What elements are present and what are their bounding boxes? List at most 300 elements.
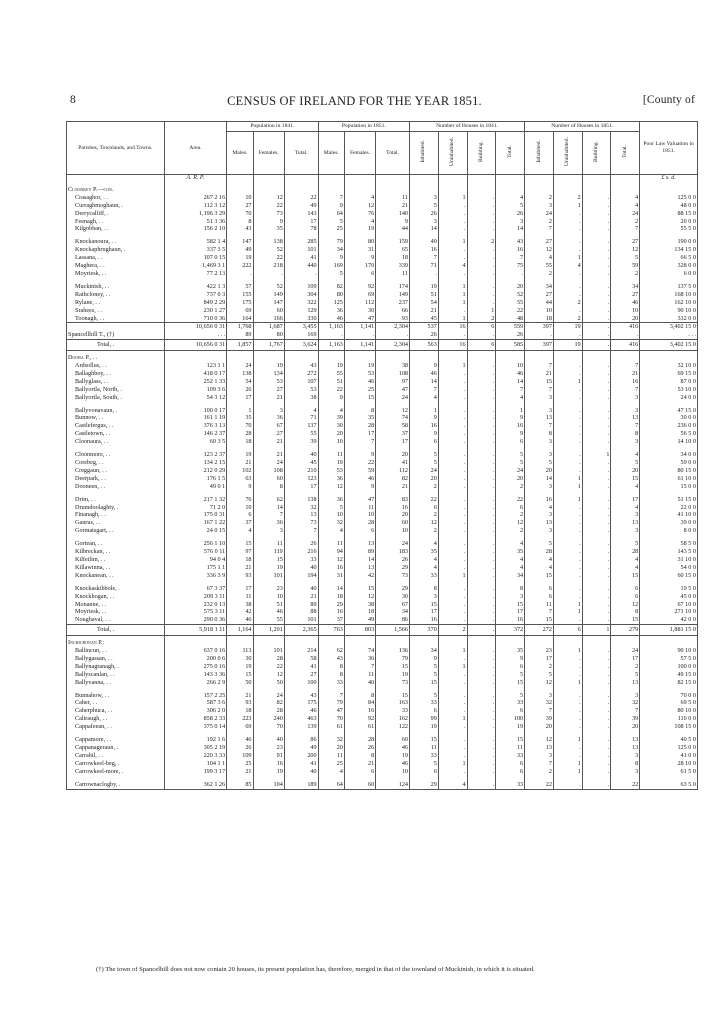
table-cell: 19 [227, 663, 253, 671]
row-label: Total, . [67, 340, 165, 351]
table-cell: . [553, 556, 582, 564]
table-cell: 17 [376, 438, 410, 446]
table-cell: 36 [318, 496, 344, 504]
table-cell: 7 [253, 511, 284, 519]
table-cell: 13 [611, 736, 640, 744]
table-cell: 73 [253, 210, 284, 218]
table-cell: 49 15 0 [640, 671, 698, 679]
table-cell: 24 [227, 362, 253, 370]
table-cell: 20 [525, 467, 554, 475]
table-cell: 33 [318, 679, 344, 687]
table-cell: . [467, 467, 496, 475]
table-cell: 40 [284, 451, 318, 459]
table-cell: 35 [496, 548, 525, 556]
table-cell: 2 [553, 194, 582, 202]
table-row [67, 585, 698, 593]
table-cell: . [582, 394, 611, 402]
table-cell: 9 [410, 414, 439, 422]
table-cell: . [467, 564, 496, 572]
table-cell: 7 [344, 663, 375, 671]
table-cell: . [467, 483, 496, 491]
table-cell: . [582, 270, 611, 278]
table-cell: 137 [284, 422, 318, 430]
table-row [67, 723, 698, 731]
table-cell: 858 2 33 [164, 715, 227, 723]
table-cell: 34 0 0 [640, 451, 698, 459]
table-cell: 175 1 1 [164, 564, 227, 572]
table-cell: 7 [410, 386, 439, 394]
table-cell: 1 [553, 254, 582, 262]
table-cell: 24 [611, 210, 640, 218]
table-row [67, 511, 698, 519]
table-cell: 9 [376, 218, 410, 226]
table-cell: . [582, 768, 611, 776]
table-cell: . [467, 475, 496, 483]
table-cell: 7 [611, 362, 640, 370]
table-cell: 35 [496, 647, 525, 655]
table-cell: 32 [525, 699, 554, 707]
table-cell: 69 [227, 723, 253, 731]
table-cell: 67 [253, 422, 284, 430]
table-cell: 58 5 0 [640, 540, 698, 548]
table-cell: 332 0 0 [640, 315, 698, 323]
table-cell: 15 [376, 663, 410, 671]
table-cell: 7 [525, 608, 554, 616]
table-cell: 1,687 [253, 323, 284, 331]
table-cell: 16 [438, 323, 467, 331]
table-cell: 17 [227, 585, 253, 593]
table-cell: 65 [376, 246, 410, 254]
table-cell: 13 [525, 414, 554, 422]
table-cell: 4 [284, 407, 318, 415]
table-cell: 13 [611, 414, 640, 422]
table-cell: 66 5 0 [640, 254, 698, 262]
table-cell: . [582, 202, 611, 210]
table-cell: 2 [525, 663, 554, 671]
col-area: Area. [164, 122, 227, 175]
table-cell: 463 [284, 715, 318, 723]
table-cell: 5 [611, 459, 640, 467]
table-cell: 70 [318, 715, 344, 723]
table-cell: . [553, 225, 582, 233]
total-row [67, 625, 698, 636]
table-cell: 3 [611, 407, 640, 415]
table-row [67, 475, 698, 483]
table-cell: 5 [318, 218, 344, 226]
table-cell: 112 [344, 299, 375, 307]
table-cell: 4 [344, 218, 375, 226]
table-cell: 20 [318, 744, 344, 752]
table-cell: 5 [611, 540, 640, 548]
table-cell: . [582, 483, 611, 491]
table-row [67, 362, 698, 370]
table-row [67, 760, 698, 768]
table-cell: 45 [284, 459, 318, 467]
table-cell: 54 3 12 [164, 394, 227, 402]
table-cell: . [582, 430, 611, 438]
table-cell: 108 [253, 467, 284, 475]
row-label: Caher, . . [67, 699, 165, 707]
table-cell: 69 15 0 [640, 370, 698, 378]
table-cell: . [553, 540, 582, 548]
table-cell: . [553, 291, 582, 299]
table-cell: 80 [344, 238, 375, 246]
table-cell: . [284, 270, 318, 278]
table-cell: 16 [611, 378, 640, 386]
table-cell: . [582, 504, 611, 512]
table-cell: 137 5 0 [640, 283, 698, 291]
table-cell: 2 [525, 194, 554, 202]
table-cell: 4 [438, 781, 467, 789]
table-cell: . [553, 655, 582, 663]
row-label: Cloonmore, . . [67, 451, 165, 459]
table-cell: 21 [253, 438, 284, 446]
table-cell: 30 0 0 [640, 414, 698, 422]
table-cell: 30 [318, 422, 344, 430]
table-cell: . [582, 692, 611, 700]
table-cell: 12 [253, 194, 284, 202]
table-cell: 78 [284, 225, 318, 233]
table-cell: 101 [284, 616, 318, 624]
table-cell: 56 5 0 [640, 430, 698, 438]
table-cell: 13 [611, 679, 640, 687]
table-cell: 67 3 37 [164, 585, 227, 593]
table-cell: . [582, 781, 611, 789]
table-cell: 3 [525, 692, 554, 700]
table-cell: 67 [376, 601, 410, 609]
table-cell: 4 [611, 202, 640, 210]
table-cell: 183 [376, 548, 410, 556]
unit-pence: d. [671, 175, 676, 181]
table-cell: 2 [496, 483, 525, 491]
table-cell: 1 [438, 194, 467, 202]
table-cell: 24 0 0 [640, 394, 698, 402]
row-label: Rylane, . . [67, 299, 165, 307]
table-cell: 55 [253, 616, 284, 624]
row-label: Carrownaclogby, . [67, 781, 165, 789]
table-cell: 849 2 29 [164, 299, 227, 307]
table-cell: 1 [553, 601, 582, 609]
table-cell: 27 [611, 291, 640, 299]
table-cell: 61 [318, 723, 344, 731]
col-building-1851: Building. [582, 132, 611, 175]
table-cell: 16 [438, 340, 467, 351]
table-cell: 7 [611, 422, 640, 430]
table-cell: 76 [227, 496, 253, 504]
table-cell: . [467, 540, 496, 548]
table-cell: . [553, 210, 582, 218]
table-cell: 11 [318, 451, 344, 459]
table-cell: . [553, 270, 582, 278]
table-cell: 19 [253, 362, 284, 370]
table-cell: . [467, 781, 496, 789]
table-cell: 7 [611, 386, 640, 394]
table-cell: 60 3 5 [164, 438, 227, 446]
table-row [67, 572, 698, 580]
table-row [67, 601, 698, 609]
table-cell: 15 [611, 475, 640, 483]
table-cell: 84 [344, 699, 375, 707]
table-cell: 306 2 0 [164, 707, 227, 715]
table-cell: 21 [410, 307, 439, 315]
table-cell: 16 [410, 422, 439, 430]
col-houses1851: Number of Houses in 1851. [525, 122, 640, 132]
table-cell: . [438, 519, 467, 527]
table-cell: . [553, 362, 582, 370]
table-cell: . [582, 616, 611, 624]
table-cell: 41 0 0 [640, 752, 698, 760]
table-cell: 9 [410, 430, 439, 438]
table-cell: 112 3 12 [164, 202, 227, 210]
table-cell: 16 [318, 564, 344, 572]
table-cell: 60 [253, 307, 284, 315]
table-cell: . [582, 262, 611, 270]
table-cell: 74 [344, 647, 375, 655]
table-cell: 272 [525, 625, 554, 636]
table-cell: 3 [496, 593, 525, 601]
table-cell: . [438, 467, 467, 475]
table-cell: 23 [253, 744, 284, 752]
table-cell: 8 [318, 671, 344, 679]
table-cell: . [582, 655, 611, 663]
table-cell: 94 [318, 548, 344, 556]
table-cell: 14 10 0 [640, 438, 698, 446]
table-cell: 192 1 6 [164, 736, 227, 744]
table-cell: 59 [344, 467, 375, 475]
table-cell: 71 [410, 262, 439, 270]
table-cell: 6 [611, 585, 640, 593]
row-label: Cappamore, . . [67, 736, 165, 744]
table-cell: 3 [525, 407, 554, 415]
county-heading: [County of [642, 94, 695, 106]
table-cell: 38 [227, 601, 253, 609]
table-cell: . [553, 781, 582, 789]
table-cell: . [438, 414, 467, 422]
table-cell: 1 [438, 283, 467, 291]
table-cell: . [438, 752, 467, 760]
table-cell: 53 [318, 467, 344, 475]
table-cell: 79 [376, 655, 410, 663]
table-cell: 28 [344, 422, 375, 430]
table-cell: 22 [253, 254, 284, 262]
table-cell: 15 [227, 540, 253, 548]
table-cell: 55 [496, 299, 525, 307]
table-cell: 12 [318, 483, 344, 491]
table-cell: 30 [344, 307, 375, 315]
table-cell: 29 [376, 585, 410, 593]
table-cell: 31 10 0 [640, 556, 698, 564]
table-cell: 92 [344, 715, 375, 723]
table-cell: 138 [253, 238, 284, 246]
table-cell: 49 [284, 202, 318, 210]
row-label: Carrowkeel-more, . [67, 768, 165, 776]
row-label: Monanne, . . [67, 601, 165, 609]
table-cell: 362 1 26 [164, 781, 227, 789]
table-cell: 5 [496, 692, 525, 700]
table-cell: 35 [253, 225, 284, 233]
table-cell: 43 [227, 225, 253, 233]
table-cell: 87 0 0 [640, 378, 698, 386]
table-cell: 43 [284, 362, 318, 370]
table-cell: 34 [496, 572, 525, 580]
table-cell: . [553, 451, 582, 459]
table-cell: 59 [611, 262, 640, 270]
table-cell: 21 [376, 483, 410, 491]
table-cell: 146 2 37 [164, 430, 227, 438]
table-row [67, 430, 698, 438]
table-cell: 46 [227, 616, 253, 624]
table-cell: 21 [611, 370, 640, 378]
table-cell: . [553, 238, 582, 246]
table-cell: . [553, 572, 582, 580]
table-cell: . [467, 459, 496, 467]
table-cell: 3 [611, 752, 640, 760]
table-cell: 15 [611, 572, 640, 580]
table-cell: 2 [553, 299, 582, 307]
table-cell: 190 0 0 [640, 238, 698, 246]
table-cell: 15 [525, 572, 554, 580]
table-cell: 79 [318, 699, 344, 707]
table-cell: 9 [496, 655, 525, 663]
table-cell: 97 [376, 378, 410, 386]
table-cell: . [438, 202, 467, 210]
table-cell: 16 [496, 246, 525, 254]
table-cell: 11 [525, 601, 554, 609]
table-cell: 1 [438, 572, 467, 580]
table-cell: 28 [525, 548, 554, 556]
table-row [67, 671, 698, 679]
table-cell: . [344, 331, 375, 339]
row-label [67, 323, 165, 331]
table-cell: 1 [553, 736, 582, 744]
table-row [67, 663, 698, 671]
table-row [67, 556, 698, 564]
row-label: Noughaval, . . [67, 616, 165, 624]
table-cell: 123 [284, 475, 318, 483]
section-heading [67, 636, 698, 647]
row-label: Ballyortla, North, . [67, 386, 165, 394]
table-cell: 27 [227, 202, 253, 210]
table-cell: 125 0 0 [640, 744, 698, 752]
row-label: Castlefergus, . . [67, 422, 165, 430]
table-cell: 4 [496, 540, 525, 548]
table-cell: 3 [525, 202, 554, 210]
table-cell: . . . [640, 331, 698, 339]
table-cell: 11 [410, 744, 439, 752]
table-cell: 129 [284, 307, 318, 315]
table-cell: 1 [553, 679, 582, 687]
table-cell: 17 [410, 608, 439, 616]
table-cell: 143 3 36 [164, 671, 227, 679]
table-cell: 90 10 0 [640, 647, 698, 655]
table-cell: 38 [376, 362, 410, 370]
table-cell: 4 [553, 262, 582, 270]
table-cell: 2 [611, 218, 640, 226]
table-cell: 27 [525, 238, 554, 246]
table-cell: 15 [611, 616, 640, 624]
table-cell: 3 [525, 394, 554, 402]
table-cell: 10 [227, 194, 253, 202]
table-cell: 162 10 0 [640, 299, 698, 307]
table-cell: . [553, 283, 582, 291]
table-cell: 16 [496, 422, 525, 430]
table-cell: 74 [376, 414, 410, 422]
table-cell: 136 [376, 647, 410, 655]
table-cell: 11 [344, 504, 375, 512]
table-cell: 17 [284, 218, 318, 226]
row-label: Cappanageraun, . [67, 744, 165, 752]
row-label: Knockanoura, . . [67, 238, 165, 246]
table-cell: 71 2 0 [164, 504, 227, 512]
table-cell: 169 [284, 331, 318, 339]
table-cell: . [553, 744, 582, 752]
table-cell: 13 [525, 744, 554, 752]
table-cell: 19 [318, 362, 344, 370]
table-cell: 737 0 3 [164, 291, 227, 299]
table-cell: 37 [318, 616, 344, 624]
table-cell: . [467, 593, 496, 601]
table-cell: 34 [376, 608, 410, 616]
table-cell: 119 [253, 548, 284, 556]
table-cell: 9 [410, 655, 439, 663]
table-cell: 26 [227, 744, 253, 752]
row-label: Kilfeilim, . . [67, 556, 165, 564]
table-cell: . [582, 585, 611, 593]
table-cell: 155 [227, 291, 253, 299]
table-cell: 6 [227, 511, 253, 519]
table-cell: 47 [376, 386, 410, 394]
table-cell: 60 15 0 [640, 572, 698, 580]
table-cell: 18 [525, 315, 554, 323]
table-cell: 5 [410, 202, 439, 210]
table-cell: 21 [525, 370, 554, 378]
table-row [67, 752, 698, 760]
table-cell: 24 [253, 692, 284, 700]
table-cell: 51 [410, 291, 439, 299]
table-cell: . [438, 744, 467, 752]
table-cell: 4 [496, 564, 525, 572]
table-cell: 1 [438, 299, 467, 307]
table-cell: . [376, 331, 410, 339]
table-cell: 2 [410, 511, 439, 519]
table-cell: 5,918 1 11 [164, 625, 227, 636]
table-cell: 6 0 0 [640, 270, 698, 278]
table-cell: . [582, 519, 611, 527]
table-cell: . [438, 386, 467, 394]
table-cell: 11 [318, 540, 344, 548]
table-cell: . [582, 307, 611, 315]
table-cell: 61 5 0 [640, 768, 698, 776]
table-cell: 55 [318, 370, 344, 378]
table-cell: 337 3 5 [164, 246, 227, 254]
table-cell: 330 [284, 315, 318, 323]
table-cell: 12 [611, 601, 640, 609]
table-cell: 54 0 0 [640, 564, 698, 572]
table-cell: 4 [318, 768, 344, 776]
table-cell: 3,402 15 0 [640, 323, 698, 331]
table-cell: . [582, 315, 611, 323]
table-cell: . [582, 254, 611, 262]
table-row [67, 548, 698, 556]
table-cell: 40 [410, 238, 439, 246]
table-cell: 1 [467, 307, 496, 315]
table-cell: 6 [467, 323, 496, 331]
table-cell: 26 [410, 331, 439, 339]
table-cell: . [438, 692, 467, 700]
table-cell: 21 [253, 451, 284, 459]
table-cell: . [553, 407, 582, 415]
table-cell: 8 [611, 608, 640, 616]
